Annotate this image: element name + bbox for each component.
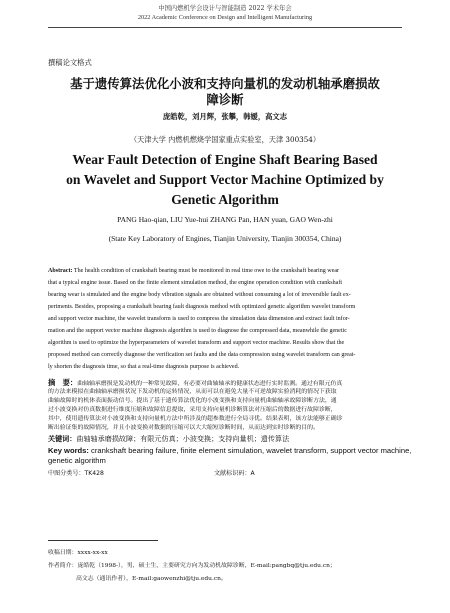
authors-cn: 庞皓乾，刘月辉，张攀，韩嫒，高文志 [162, 112, 288, 121]
abstract-en-line: algorithm is used to optimize the hyperparameters of wavelet transform and support vector machine. Results show that the [48, 340, 345, 346]
footnote-received: 收稿日期：xxxx-xx-xx [48, 550, 108, 556]
keywords-cn: 关键词：曲轴轴承磨损故障；有限元仿真；小波变换；支持向量机；遗传算法 [48, 434, 290, 443]
abstract-en-line: ly shorten the diagnosis time, so that a real-time diagnosis purpose is achieved. [48, 364, 240, 370]
abstract-cn-label: 摘 要： [48, 378, 78, 387]
abstract-en-line: proposed method can correctly diagnose the verification set faults and the data compression using wavelet transform can great- [48, 352, 356, 358]
keywords-en-label: Key words: [48, 446, 89, 455]
document-code: 文献标识码：A [214, 470, 255, 477]
section-tag: 撰稿论文格式 [48, 58, 92, 67]
abstract-en-line: mation and the support vector machine diagnosis algorithm is used to diagnose the compressed data, meanwhile the genetic [48, 328, 347, 334]
abstract-cn-line: 其中，使用遗传算法对小波变换和支持向量机方法中所涉及的超参数进行全局寻优。结果表明，该方法能够正确诊 [48, 416, 343, 422]
abstract-cn-line: 过小波变换对仿真数据进行维度压缩和故障信息提取，采用支持向量机诊断算法对压缩后的数据进行故障诊断， [48, 407, 337, 413]
title-en-line1: Wear Fault Detection of Engine Shaft Bearing Based [72, 152, 378, 167]
abstract-cn-line: 摘 要：曲轴轴承磨损是发动机的一种常见故障，有必要对曲轴轴承的健康状态进行实时监测。通过有限元仿真 [48, 378, 343, 387]
abstract-en-line: bearing wear is simulated and the engine body vibration signals are obtained without consuming a lot of irreversible fault ex- [48, 292, 351, 298]
keywords-en: Key words: crankshaft bearing failure, finite element simulation, wavelet transform, support vector machine, [48, 446, 412, 455]
affiliation-cn: （天津大学 内燃机燃烧学国家重点实验室，天津 300354） [129, 135, 321, 144]
abstract-cn-line: 的方法来模拟在曲轴轴承磨损状况下发动机的运转情况，从而可以在避免大量不可逆故障实验消耗的情况下获取 [48, 389, 337, 395]
conference-header-en: 2022 Academic Conference on Design and Intelligent Manufacturing [137, 14, 313, 21]
abstract-cn-line: 曲轴故障时的机体表面振动信号。提出了基于遗传算法优化的小波变换和支持向量机曲轴轴承故障诊断方法，通 [48, 398, 337, 404]
footnote-corresponding: 高文志（通讯作者），E-mail:gaowenzhi@tju.edu.cn。 [76, 576, 227, 582]
abstract-en-line: and support vector machine, the wavelet transform is used to compress the simulation data dimension and extract fault infor- [48, 316, 350, 322]
affiliation-en: (State Key Laboratory of Engines, Tianjin University, Tianjin 300354, China) [108, 234, 342, 243]
clc-number: 中图分类号：TK428 [48, 470, 104, 477]
title-en-line2: on Wavelet and Support Vector Machine Optimized by [66, 172, 384, 187]
keywords-cn-label: 关键词： [48, 434, 77, 443]
abstract-en-line: Abstract: The health condition of crankshaft bearing must be monitored in real time owe to the crankshaft bearing wear [48, 268, 340, 274]
conference-header-cn: 中国内燃机学会设计与智能制造 2022 学术年会 [158, 5, 292, 12]
authors-en: PANG Hao-qian, LIU Yue-hui ZHANG Pan, HAN yuan, GAO Wen-zhi [117, 215, 333, 224]
header-divider [48, 27, 402, 28]
abstract-cn-line: 断出验证集的故障情况，并且小波变换对数据的压缩可以大大缩短诊断时间，从而达到实时诊断的目的。 [48, 425, 319, 431]
keywords-en-line2: genetic algorithm [48, 456, 106, 465]
title-en-line3: Genetic Algorithm [171, 192, 279, 207]
abstract-en-label: Abstract: [48, 268, 73, 274]
abstract-en-line: that a typical engine issue. Based on the finite element simulation method, the engine operation condition with crankshaft [48, 280, 343, 286]
abstract-en-line: periments. Besides, proposing a crankshaft bearing fault diagnosis method with optimized genetic algorithm wavelet transform [48, 304, 356, 310]
title-cn-line1: 基于遗传算法优化小波和支持向量机的发动机轴承磨损故 [70, 76, 380, 91]
footnote-author-intro: 作者简介：庞皓乾（1998-），男，硕士生，主要研究方向为发动机故障诊断，E-mail:pangbq@tju.edu.cn； [48, 563, 336, 569]
footnote-divider [48, 540, 158, 541]
title-cn-line2: 障诊断 [206, 92, 244, 107]
